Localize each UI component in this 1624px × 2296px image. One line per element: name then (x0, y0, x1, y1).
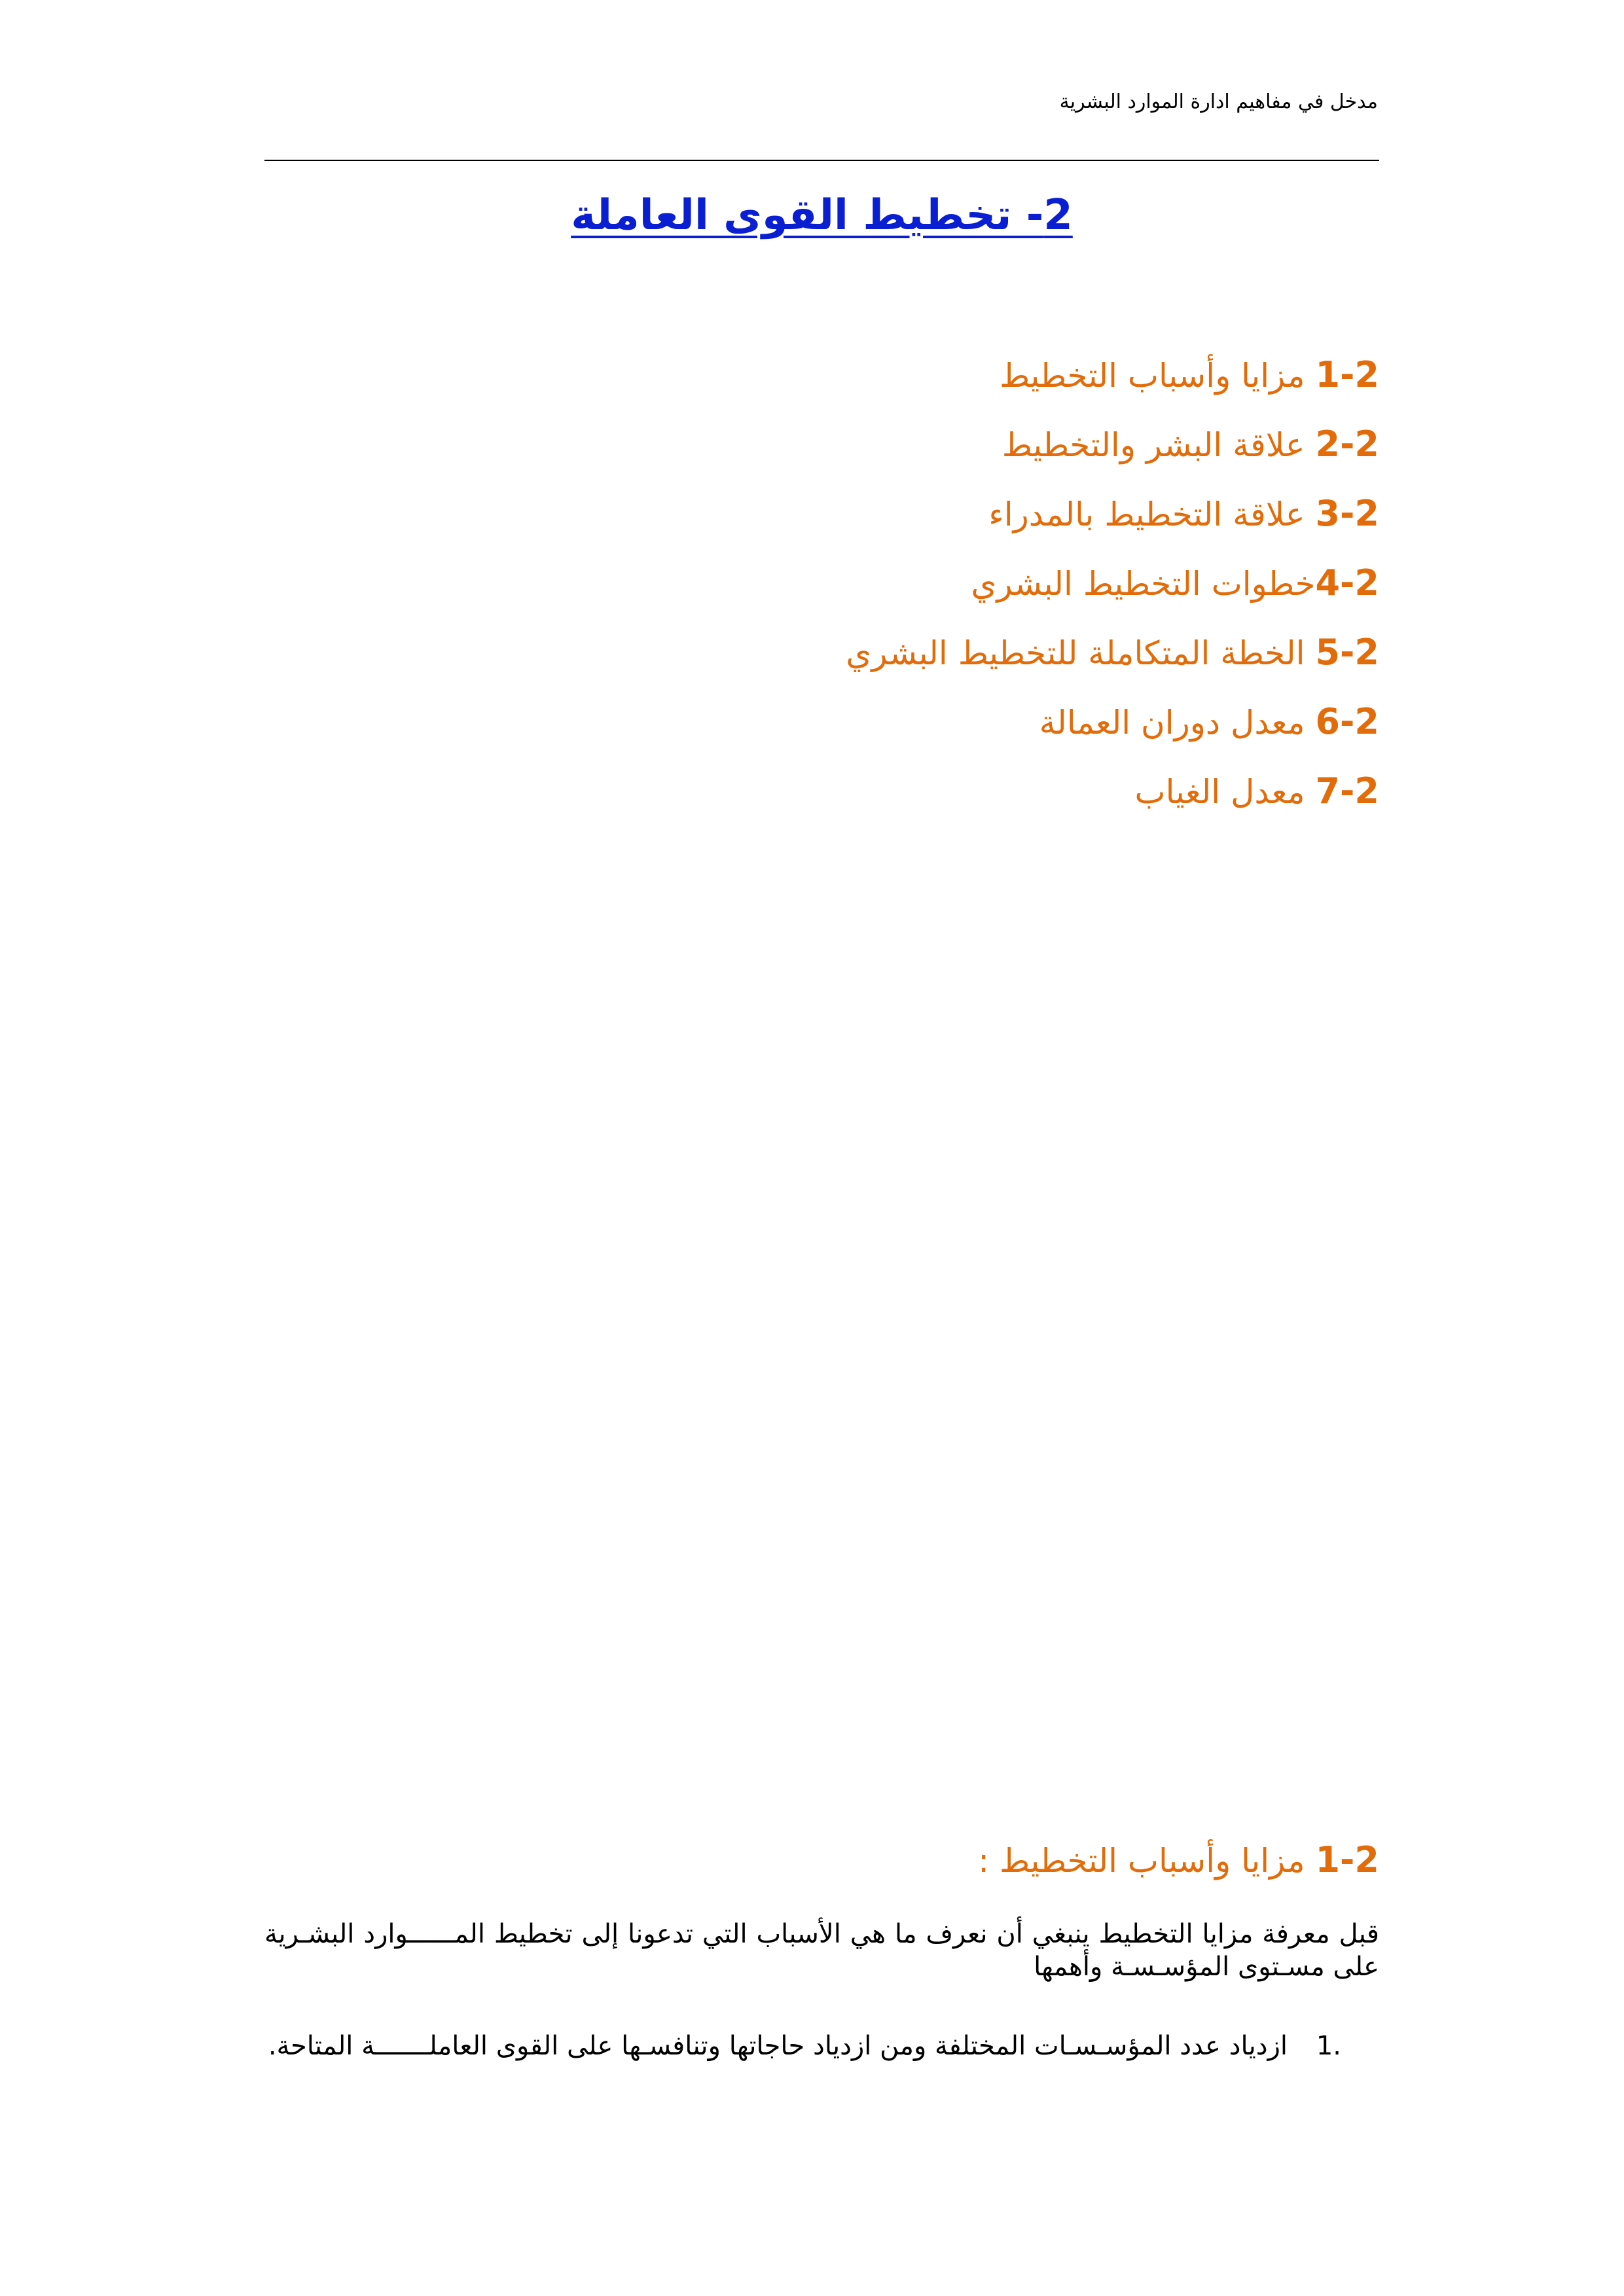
toc-item-label: علاقة التخطيط بالمدراء (988, 495, 1316, 533)
toc-item-4-2[interactable] (846, 554, 1379, 623)
running-header: مدخل في مفاهيم ادارة الموارد البشرية (1059, 90, 1378, 113)
table-of-contents (846, 346, 1379, 831)
toc-item-3-2[interactable] (846, 484, 1379, 554)
header-divider (264, 160, 1379, 161)
list-item-number: .1 (1316, 2031, 1341, 2061)
list-item-text: ازدياد عدد المؤسـسـات المختلفة ومن ازدياد حاجاتها وتنافسـها على القوى العاملـــــــة المتاحة. (268, 2031, 1288, 2061)
section-number: 1-2 (1315, 1839, 1379, 1880)
section-title: مزايا وأسباب التخطيط : (978, 1842, 1316, 1880)
toc-item-label: علاقة البشر والتخطيط (1001, 426, 1316, 464)
toc-item-5-2[interactable] (846, 623, 1379, 692)
toc-item-label: معدل الغياب (1134, 773, 1316, 811)
toc-item-6-2[interactable] (846, 692, 1379, 762)
toc-item-2-2[interactable] (846, 415, 1379, 484)
chapter-title: 2- تخطيط القوى العاملة (571, 191, 1073, 240)
toc-item-number: 7-2 (1315, 770, 1379, 812)
toc-item-label: الخطة المتكاملة للتخطيط البشري (846, 634, 1316, 672)
toc-item-label: مزايا وأسباب التخطيط (999, 357, 1316, 395)
toc-item-number: 4-2 (1315, 562, 1379, 603)
toc-item-number: 6-2 (1315, 701, 1379, 742)
intro-paragraph: قبل معرفة مزايا التخطيط ينبغي أن نعرف ما هي الأسباب التي تدعونا إلى تخطيط المــــــوارد البشـرية على مسـتوى المؤسـسـة وأهمها (264, 1919, 1379, 1982)
section-heading (978, 1839, 1379, 1880)
toc-item-number: 5-2 (1315, 632, 1379, 673)
toc-item-1-2[interactable] (846, 346, 1379, 415)
toc-item-7-2[interactable] (846, 762, 1379, 831)
list-item (260, 2019, 1341, 2073)
toc-item-number: 2-2 (1315, 423, 1379, 465)
toc-item-number: 3-2 (1315, 493, 1379, 534)
toc-item-label: خطوات التخطيط البشري (971, 565, 1316, 603)
toc-item-number: 1-2 (1315, 354, 1379, 395)
toc-item-label: معدل دوران العمالة (1039, 704, 1316, 742)
reasons-list (260, 2019, 1341, 2073)
